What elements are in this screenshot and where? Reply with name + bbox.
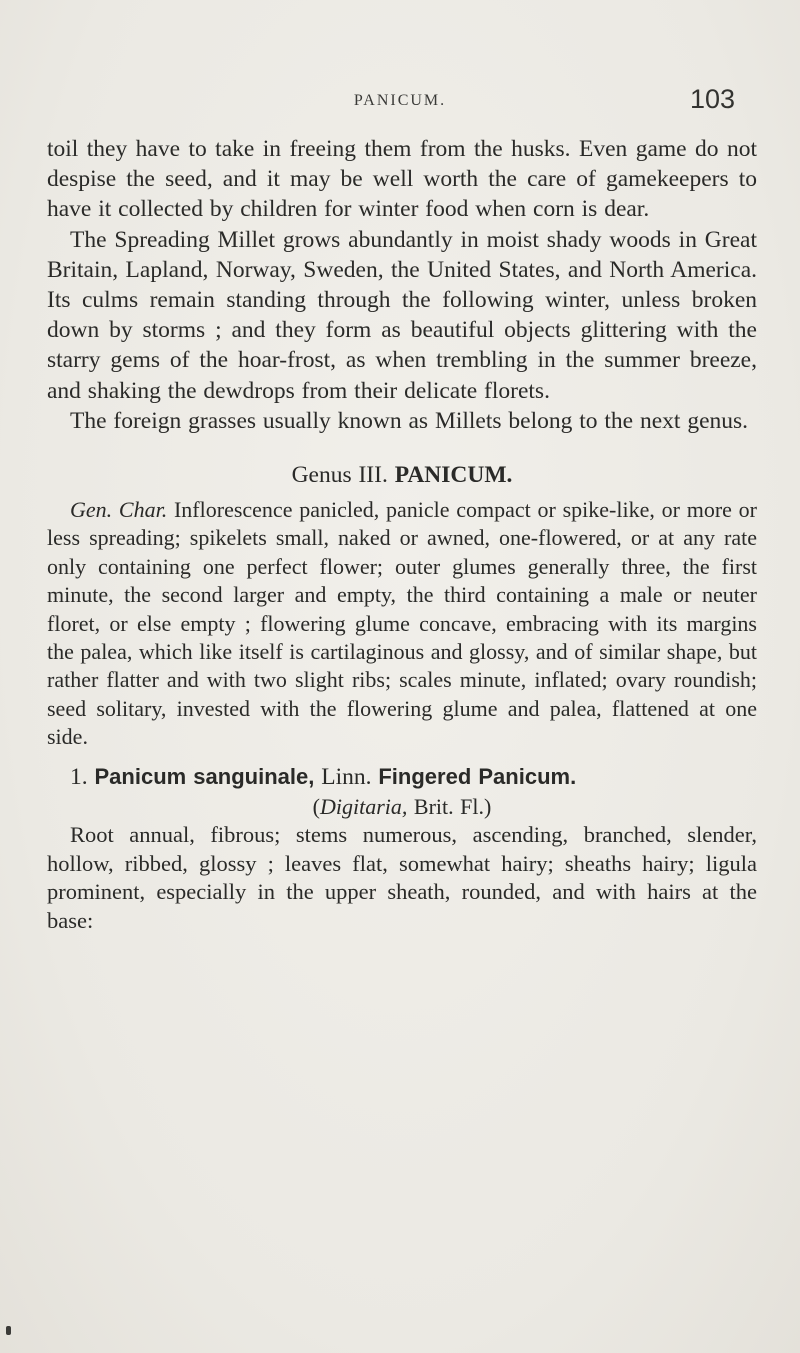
running-title: PANICUM. (353, 92, 447, 109)
species-authority: Linn. (314, 763, 379, 790)
species-common-name: Fingered Panicum. (378, 763, 577, 789)
margin-speck (6, 1326, 11, 1335)
gen-char-text: Inflorescence panicled, panicle compact or spike-like, or more or less spreading; spikelets small, naked or awned, one-flowered, or at any rate only containing one perfect flower; outer glumes generally three, the first minute, the second larger and empty, the third containing a male or neuter floret, or else empty ; flowering glume concave, embracing with its margins the palea, which like itself is cartilaginous and glossy, and of similar shape, but rather flatter and with two slight ribs; scales minute, inflated; ovary roundish; seed solitary, invested with the flowering glume and palea, flattened at one side. (47, 497, 758, 750)
species-heading (47, 762, 757, 793)
running-head (40, 84, 760, 124)
species-number: 1. (70, 763, 88, 790)
synonym-source: Brit. Fl.) (407, 794, 492, 820)
species-name: Panicum sanguinale, (94, 763, 315, 789)
paragraph-spreading-millet: The Spreading Millet grows abundantly in moist shady woods in Great Britain, Lapland, Norway, Sweden, the United States, and North America. Its culms remain standing through the following winter, unless broken down by storms ; and they form as beautiful objects glittering with the starry gems of the hoar-frost, as when trembling in the summer breeze, and shaking the dewdrops from their delicate florets. (47, 226, 757, 404)
body-text (47, 134, 757, 935)
species-description: Root annual, fibrous; stems numerous, ascending, branched, slender, hollow, ribbed, glossy ; leaves flat, somewhat hairy; sheaths hairy; ligula prominent, especially in the upper sheath, rounded, and with hairs at the base: (47, 822, 757, 933)
page-number: 103 (689, 84, 735, 114)
species-synonym: (Digitaria, Brit. Fl.) (312, 794, 492, 820)
generic-character (47, 496, 757, 752)
gen-char-label: Gen. Char. (70, 497, 168, 523)
paragraph-continuation: toil they have to take in freeing them from the husks. Even game do not despise the seed, and it may be well worth the care of gamekeepers to have it collected by children for winter food when corn is dear. (47, 136, 757, 223)
synonym-genus: Digitaria, (320, 794, 408, 820)
genus-heading (47, 460, 757, 490)
genus-number: Genus III. (291, 462, 388, 489)
paragraph-foreign-grasses: The foreign grasses usually known as Millets belong to the next genus. (70, 407, 749, 434)
genus-name: PANICUM. (394, 462, 513, 489)
